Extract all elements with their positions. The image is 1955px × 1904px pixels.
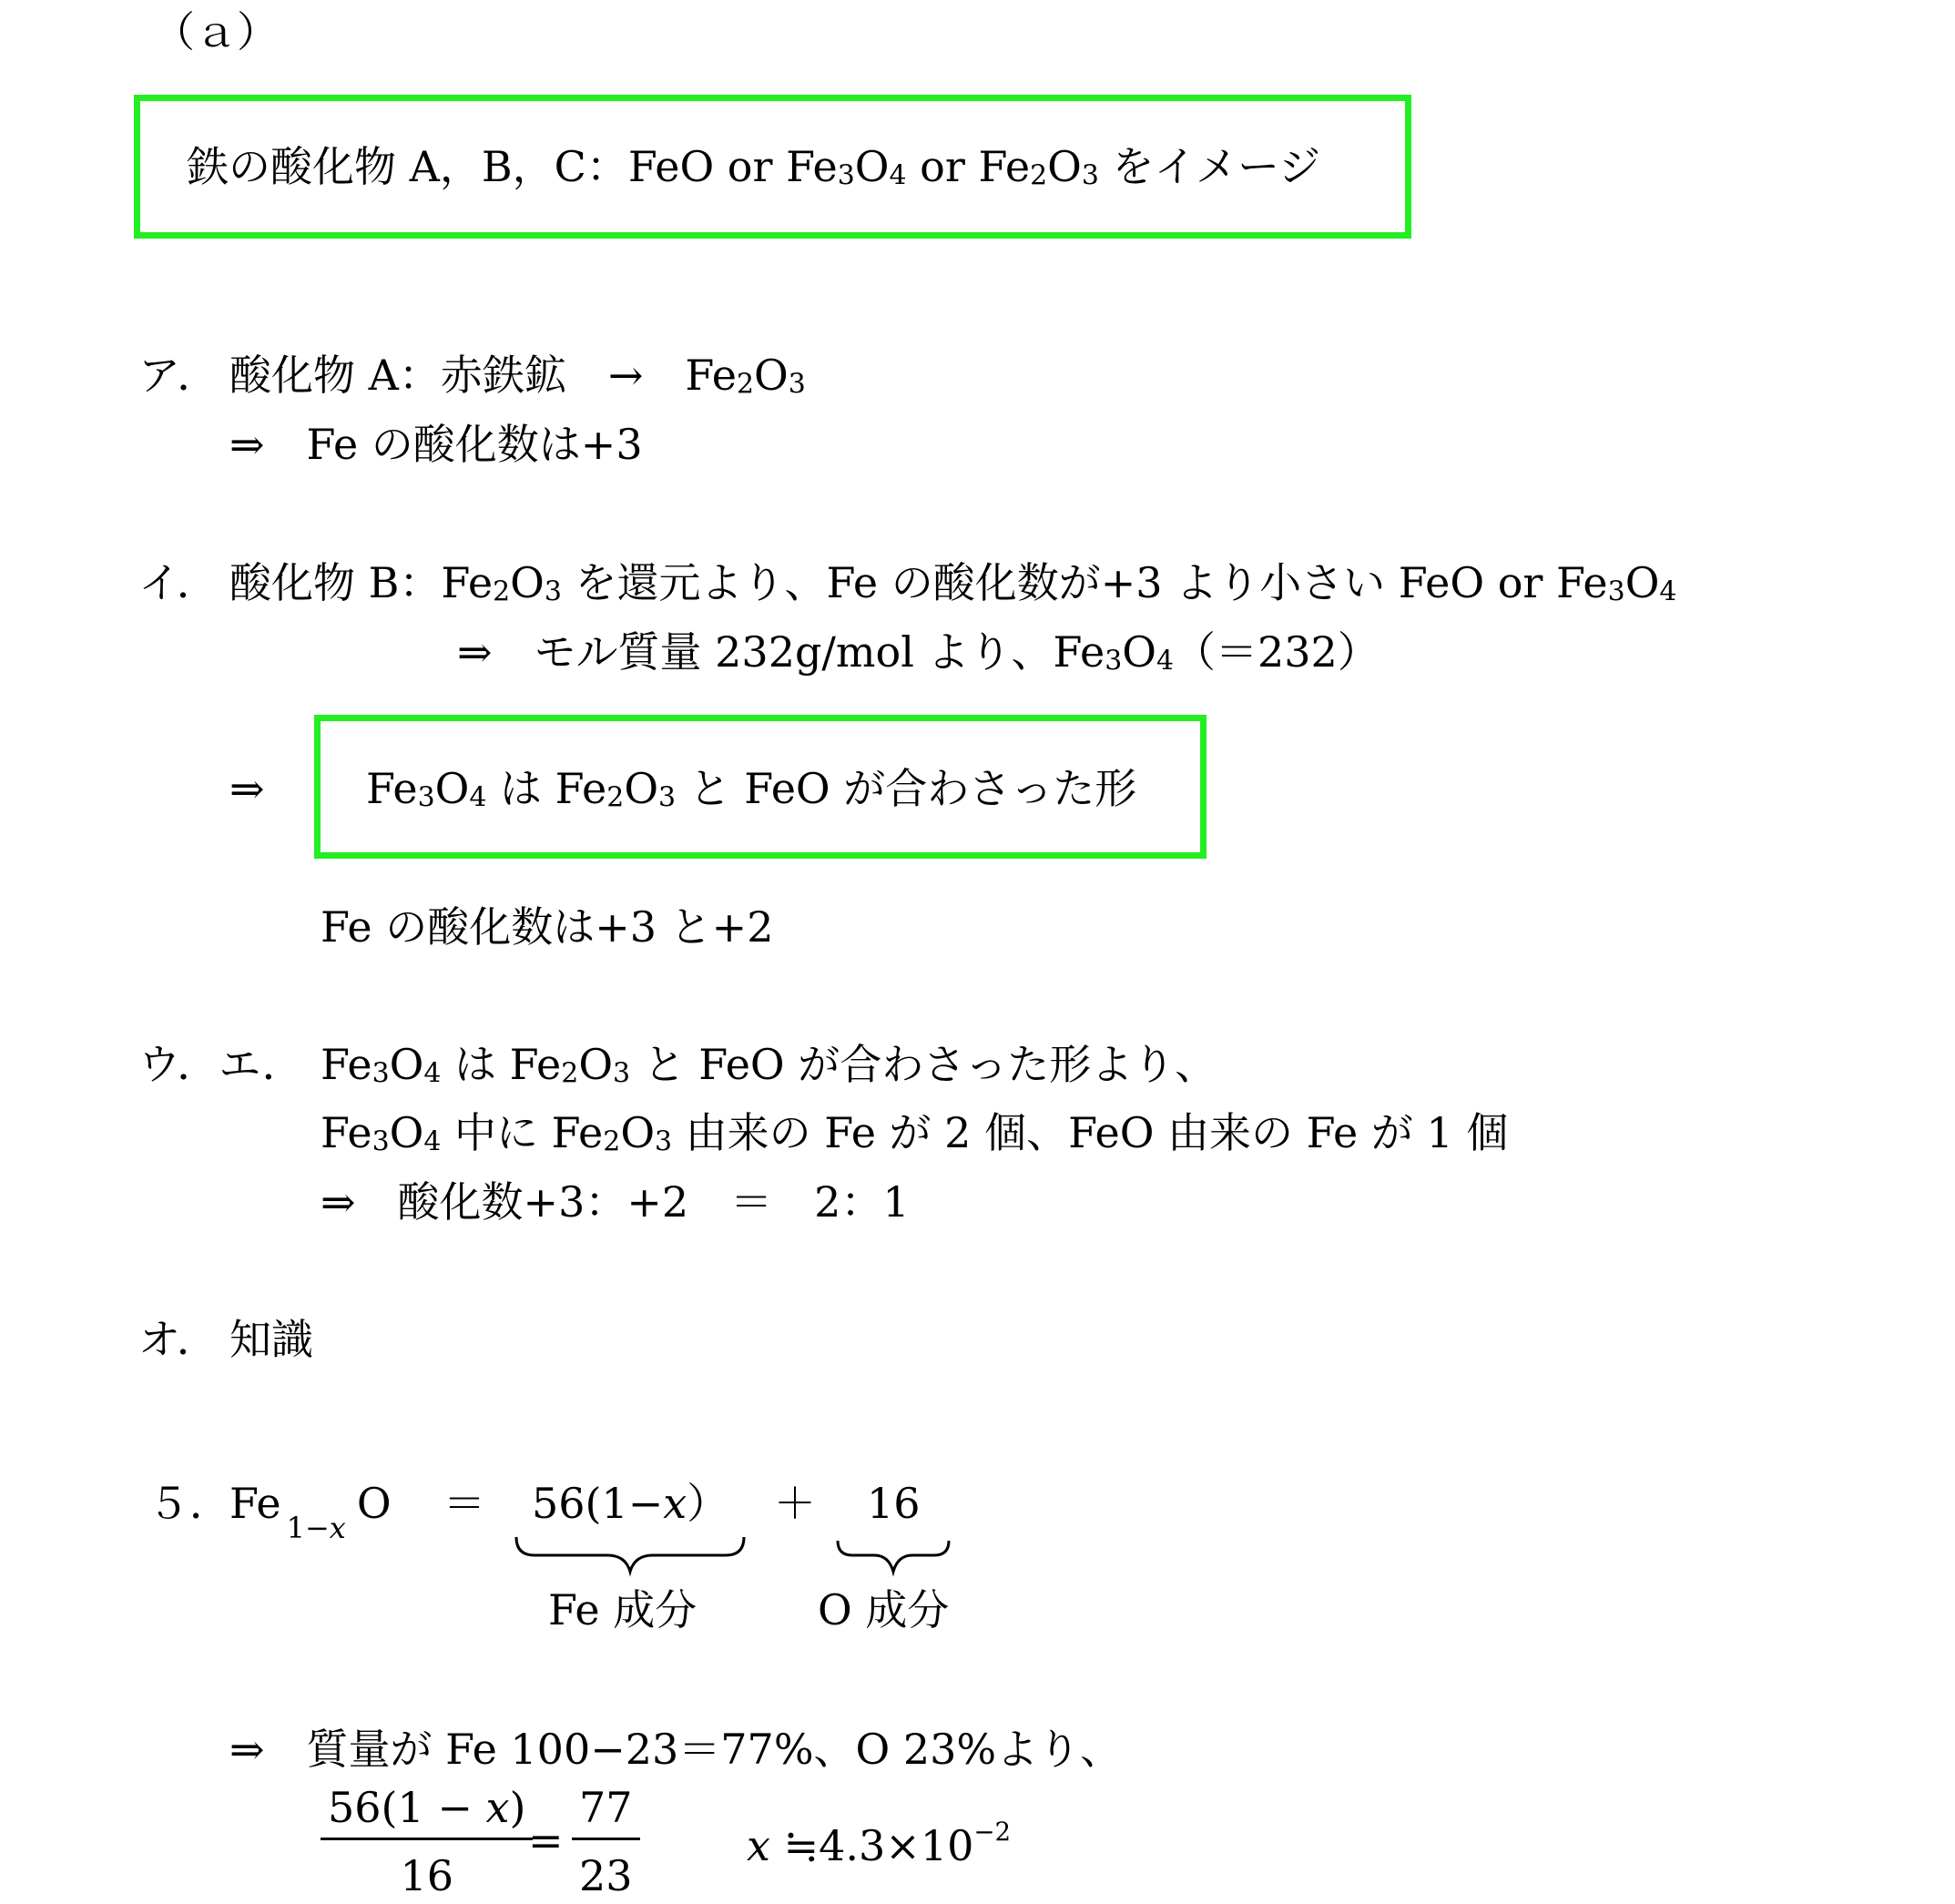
item-b-marker: イ．	[138, 558, 219, 607]
formula-fe1-xo: Fe $_{1-x}$ O	[229, 1479, 392, 1545]
fraction-right-denominator: 23	[579, 1851, 633, 1900]
fe3o4-box-text: $Fe_3O_4$ は $Fe_2O_3$ と FeO が合わさった形	[366, 764, 1137, 814]
item-c-line3: ⇒ 酸化数+3：+2 ＝ 2：1	[321, 1177, 910, 1227]
item-a-line1: 酸化物 A：赤鉄鉱 → $Fe_2O_3$	[229, 351, 806, 401]
item-b-line2: ⇒ モル質量 232g/mol より、$Fe_3O_4(=232)$	[457, 627, 1380, 677]
plus-sign: ＋	[774, 1479, 816, 1528]
item-c-marker: ウ．エ．	[138, 1040, 304, 1089]
fe-underbrace	[516, 1537, 744, 1572]
item-a-line2: ⇒ Fe の酸化数は+3	[229, 420, 643, 469]
item-b-line3: Fe の酸化数は+3 と+2	[321, 902, 774, 952]
equals-sign: ＝	[443, 1479, 485, 1528]
fraction-right	[572, 1783, 640, 1900]
item-c-line2: $Fe_3O_4$ 中に $Fe_2O_3$ 由来の Fe が 2 個、FeO 由来の Fe が 1 個	[321, 1108, 1509, 1158]
fraction-equals: =	[528, 1816, 564, 1865]
o-underbrace	[838, 1541, 949, 1572]
item-d-text: 知識	[229, 1315, 313, 1364]
fraction-right-numerator: 77	[572, 1787, 640, 1840]
item-a-marker: ア．	[138, 351, 219, 400]
o-component-label: O 成分	[818, 1585, 950, 1634]
item-e-marker: ５．	[148, 1479, 231, 1528]
implies-arrow: ⇒	[229, 764, 265, 813]
item-d-marker: オ．	[138, 1315, 219, 1364]
item-b-line1: 酸化物 B：$Fe_2O_3$ を還元より、Fe の酸化数が+3 より小さい FeO or $Fe_3O_4$	[229, 558, 1677, 608]
fraction-left	[321, 1783, 533, 1900]
fraction-left-denominator: 16	[400, 1851, 453, 1900]
intro-box-text: 鉄の酸化物 A，B，C：FeO or $Fe_3O_4$ or $Fe_2O_3$ をイメージ	[187, 142, 1321, 192]
part-label: （ａ）	[153, 7, 279, 56]
fraction-left-numerator: 56(1 − x)	[321, 1787, 533, 1840]
result-value: x $≒4.3\times 10^{-2}$	[747, 1816, 1012, 1870]
term-fe-mass: 56(1−x）	[532, 1479, 729, 1528]
fe-component-label: Fe 成分	[548, 1585, 697, 1634]
mass-percent-line: ⇒ 質量が Fe 100−23＝77%、O 23%より、	[229, 1725, 1123, 1774]
term-o-mass: 16	[867, 1479, 921, 1528]
item-c-line1: $Fe_3O_4$ は $Fe_2O_3$ と FeO が合わさった形より、	[321, 1040, 1217, 1090]
